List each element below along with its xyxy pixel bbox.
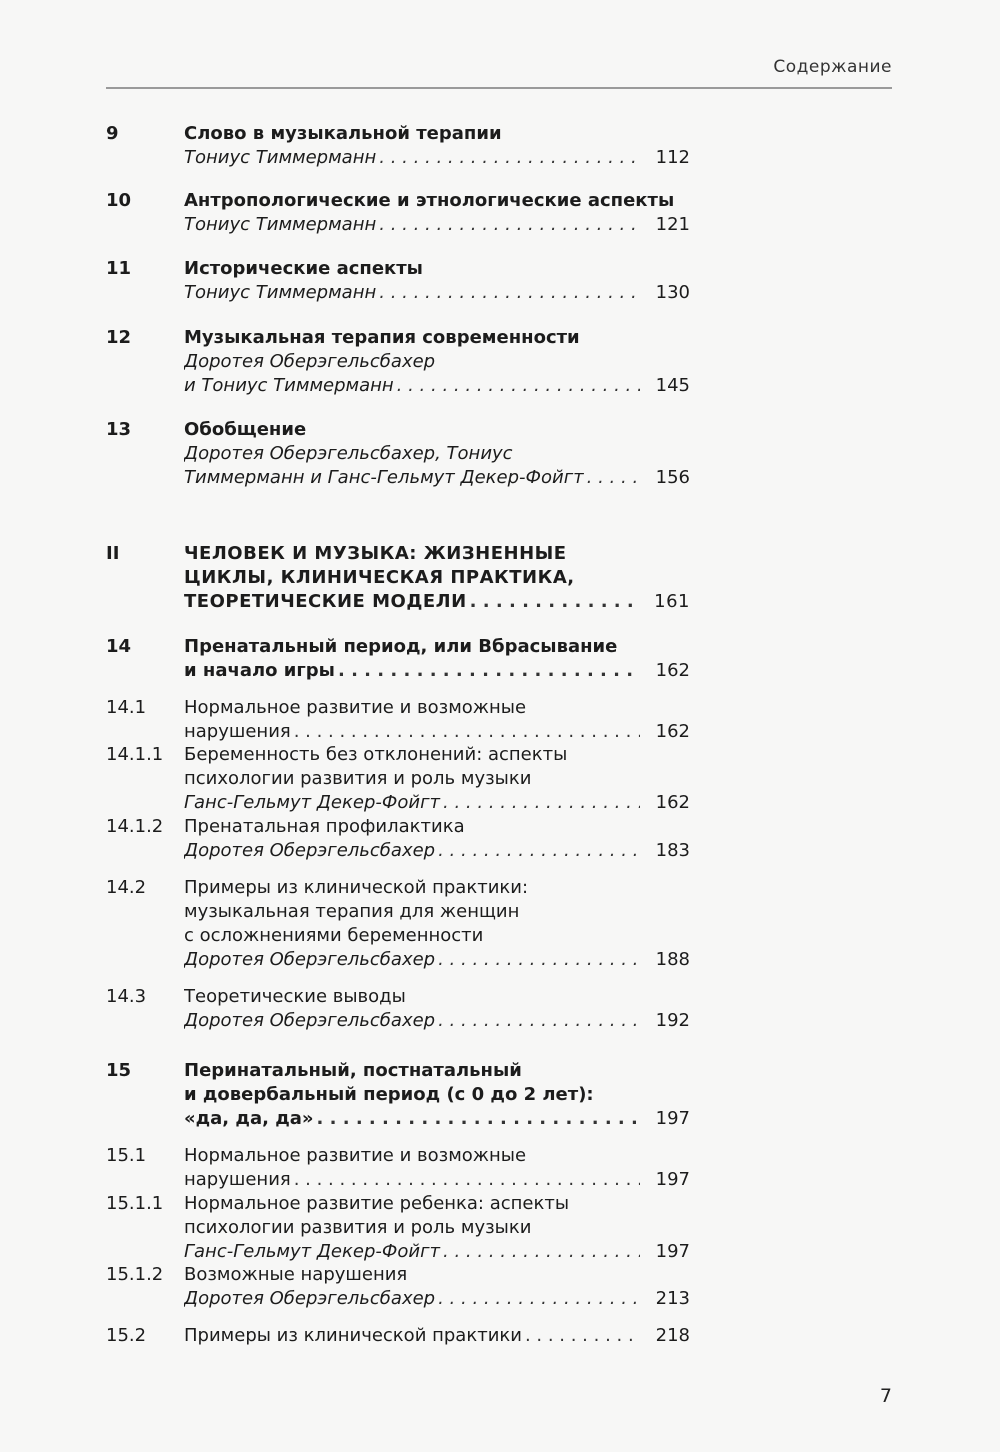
entry-page: 161 (654, 591, 690, 612)
toc-entry-15[interactable] (106, 1059, 690, 1131)
entry-page: 188 (655, 949, 690, 970)
entry-author: Ганс-Гельмут Декер-Фойгт (184, 1241, 441, 1262)
entry-number: 14.1.1 (106, 744, 164, 765)
part-number: II (106, 543, 120, 564)
entry-number: 14.2 (106, 877, 147, 898)
entry-page: 213 (655, 1288, 690, 1309)
entry-page: 156 (655, 467, 690, 488)
leader-dots (443, 791, 640, 815)
entry-title: Пренатальная профилактика (184, 816, 465, 837)
entry-author: Доротея Оберэгельсбахер, Тониус (184, 443, 513, 464)
entry-title: психологии развития и роль музыки (184, 768, 532, 789)
toc-entry-14-2[interactable] (106, 876, 690, 972)
entry-title: Нормальное развитие и возможные (184, 1145, 527, 1166)
part-title-line: ТЕОРЕТИЧЕСКИЕ МОДЕЛИ (184, 591, 467, 612)
entry-title: «да, да, да» (184, 1108, 314, 1129)
entry-number: 10 (106, 190, 132, 211)
leader-dots (294, 1168, 640, 1192)
entry-title: Возможные нарушения (184, 1264, 408, 1285)
entry-author: и Тониус Тиммерманн (184, 375, 394, 396)
entry-page: 112 (655, 147, 690, 168)
toc-part-II[interactable] (106, 542, 690, 614)
entry-number: 13 (106, 419, 132, 440)
entry-page: 162 (655, 792, 690, 813)
toc-entry-15-2[interactable] (106, 1324, 690, 1348)
entry-page: 162 (655, 660, 690, 681)
toc-entry-14-1[interactable] (106, 696, 690, 744)
toc-entry-14[interactable] (106, 635, 690, 683)
toc-entry-14-1-1[interactable] (106, 743, 690, 815)
entry-title: Обобщение (184, 419, 307, 440)
entry-title: Теоретические выводы (184, 986, 406, 1007)
entry-page: 183 (655, 840, 690, 861)
entry-title: Нормальное развитие ребенка: аспекты (184, 1193, 570, 1214)
toc-entry-15-1-1[interactable] (106, 1192, 690, 1264)
entry-author: Доротея Оберэгельсбахер (184, 351, 436, 372)
leader-dots (294, 720, 640, 744)
entry-title: нарушения (184, 721, 291, 742)
entry-author: Доротея Оберэгельсбахер (184, 949, 436, 970)
entry-number: 12 (106, 327, 132, 348)
entry-title: Пренатальный период, или Вбрасывание (184, 636, 618, 657)
toc-entry-10[interactable] (106, 189, 690, 237)
page-number: 7 (879, 1385, 892, 1407)
entry-number: 14.3 (106, 986, 147, 1007)
entry-number: 14.1.2 (106, 816, 164, 837)
entry-number: 15.2 (106, 1325, 147, 1346)
header-rule (106, 87, 892, 89)
entry-number: 9 (106, 123, 119, 144)
entry-page: 197 (655, 1169, 690, 1190)
entry-title: Примеры из клинической практики (184, 1325, 522, 1346)
entry-title: Антропологические и этнологические аспекты (184, 190, 675, 211)
entry-title: Исторические аспекты (184, 258, 423, 279)
entry-title: и довербальный период (с 0 до 2 лет): (184, 1084, 594, 1105)
entry-author: Доротея Оберэгельсбахер (184, 1010, 436, 1031)
leader-dots (379, 146, 640, 170)
entry-page: 192 (655, 1010, 690, 1031)
entry-page: 162 (655, 721, 690, 742)
entry-title: психологии развития и роль музыки (184, 1217, 532, 1238)
toc-entry-15-1[interactable] (106, 1144, 690, 1192)
entry-page: 218 (655, 1325, 690, 1346)
entry-title: Музыкальная терапия современности (184, 327, 580, 348)
entry-author: Тиммерманн и Ганс-Гельмут Декер-Фойгт (184, 467, 584, 488)
entry-title: музыкальная терапия для женщин (184, 901, 520, 922)
entry-author: Тониус Тиммерманн (184, 147, 377, 168)
running-head: Содержание (773, 57, 892, 77)
entry-title: нарушения (184, 1169, 291, 1190)
toc-entry-9[interactable] (106, 122, 690, 170)
toc-entry-14-3[interactable] (106, 985, 690, 1033)
leader-dots (379, 213, 640, 237)
leader-dots (317, 1107, 640, 1131)
leader-dots (443, 1240, 640, 1264)
leader-dots (397, 374, 640, 398)
entry-page: 130 (655, 282, 690, 303)
entry-page: 121 (655, 214, 690, 235)
entry-author: Ганс-Гельмут Декер-Фойгт (184, 792, 441, 813)
leader-dots (438, 1287, 640, 1311)
entry-page: 145 (655, 375, 690, 396)
entry-title: Нормальное развитие и возможные (184, 697, 527, 718)
entry-title: Перинатальный, постнатальный (184, 1060, 522, 1081)
leader-dots (438, 948, 640, 972)
entry-number: 11 (106, 258, 132, 279)
entry-title: Примеры из клинической практики: (184, 877, 529, 898)
leader-dots (338, 659, 640, 683)
entry-number: 15.1.2 (106, 1264, 164, 1285)
entry-number: 14 (106, 636, 132, 657)
toc-entry-13[interactable] (106, 418, 690, 490)
entry-title: и начало игры (184, 660, 335, 681)
entry-number: 15.1.1 (106, 1193, 164, 1214)
leader-dots (587, 466, 640, 490)
entry-author: Тониус Тиммерманн (184, 214, 377, 235)
toc-entry-11[interactable] (106, 257, 690, 305)
entry-page: 197 (655, 1108, 690, 1129)
entry-title: Слово в музыкальной терапии (184, 123, 502, 144)
entry-title: Беременность без отклонений: аспекты (184, 744, 568, 765)
entry-number: 15.1 (106, 1145, 147, 1166)
leader-dots (379, 281, 640, 305)
toc-entry-15-1-2[interactable] (106, 1263, 690, 1311)
entry-author: Доротея Оберэгельсбахер (184, 840, 436, 861)
entry-title: с осложнениями беременности (184, 925, 484, 946)
entry-number: 14.1 (106, 697, 147, 718)
leader-dots (438, 1009, 640, 1033)
toc-entry-14-1-2[interactable] (106, 815, 690, 863)
entry-author: Тониус Тиммерманн (184, 282, 377, 303)
part-title-line: ЦИКЛЫ, КЛИНИЧЕСКАЯ ПРАКТИКА, (184, 567, 575, 588)
leader-dots (525, 1324, 640, 1348)
part-title-line: ЧЕЛОВЕК И МУЗЫКА: ЖИЗНЕННЫЕ (184, 543, 567, 564)
entry-number: 15 (106, 1060, 132, 1081)
leader-dots (438, 839, 640, 863)
entry-page: 197 (655, 1241, 690, 1262)
entry-author: Доротея Оберэгельсбахер (184, 1288, 436, 1309)
leader-dots (470, 590, 640, 614)
toc-entry-12[interactable] (106, 326, 690, 398)
